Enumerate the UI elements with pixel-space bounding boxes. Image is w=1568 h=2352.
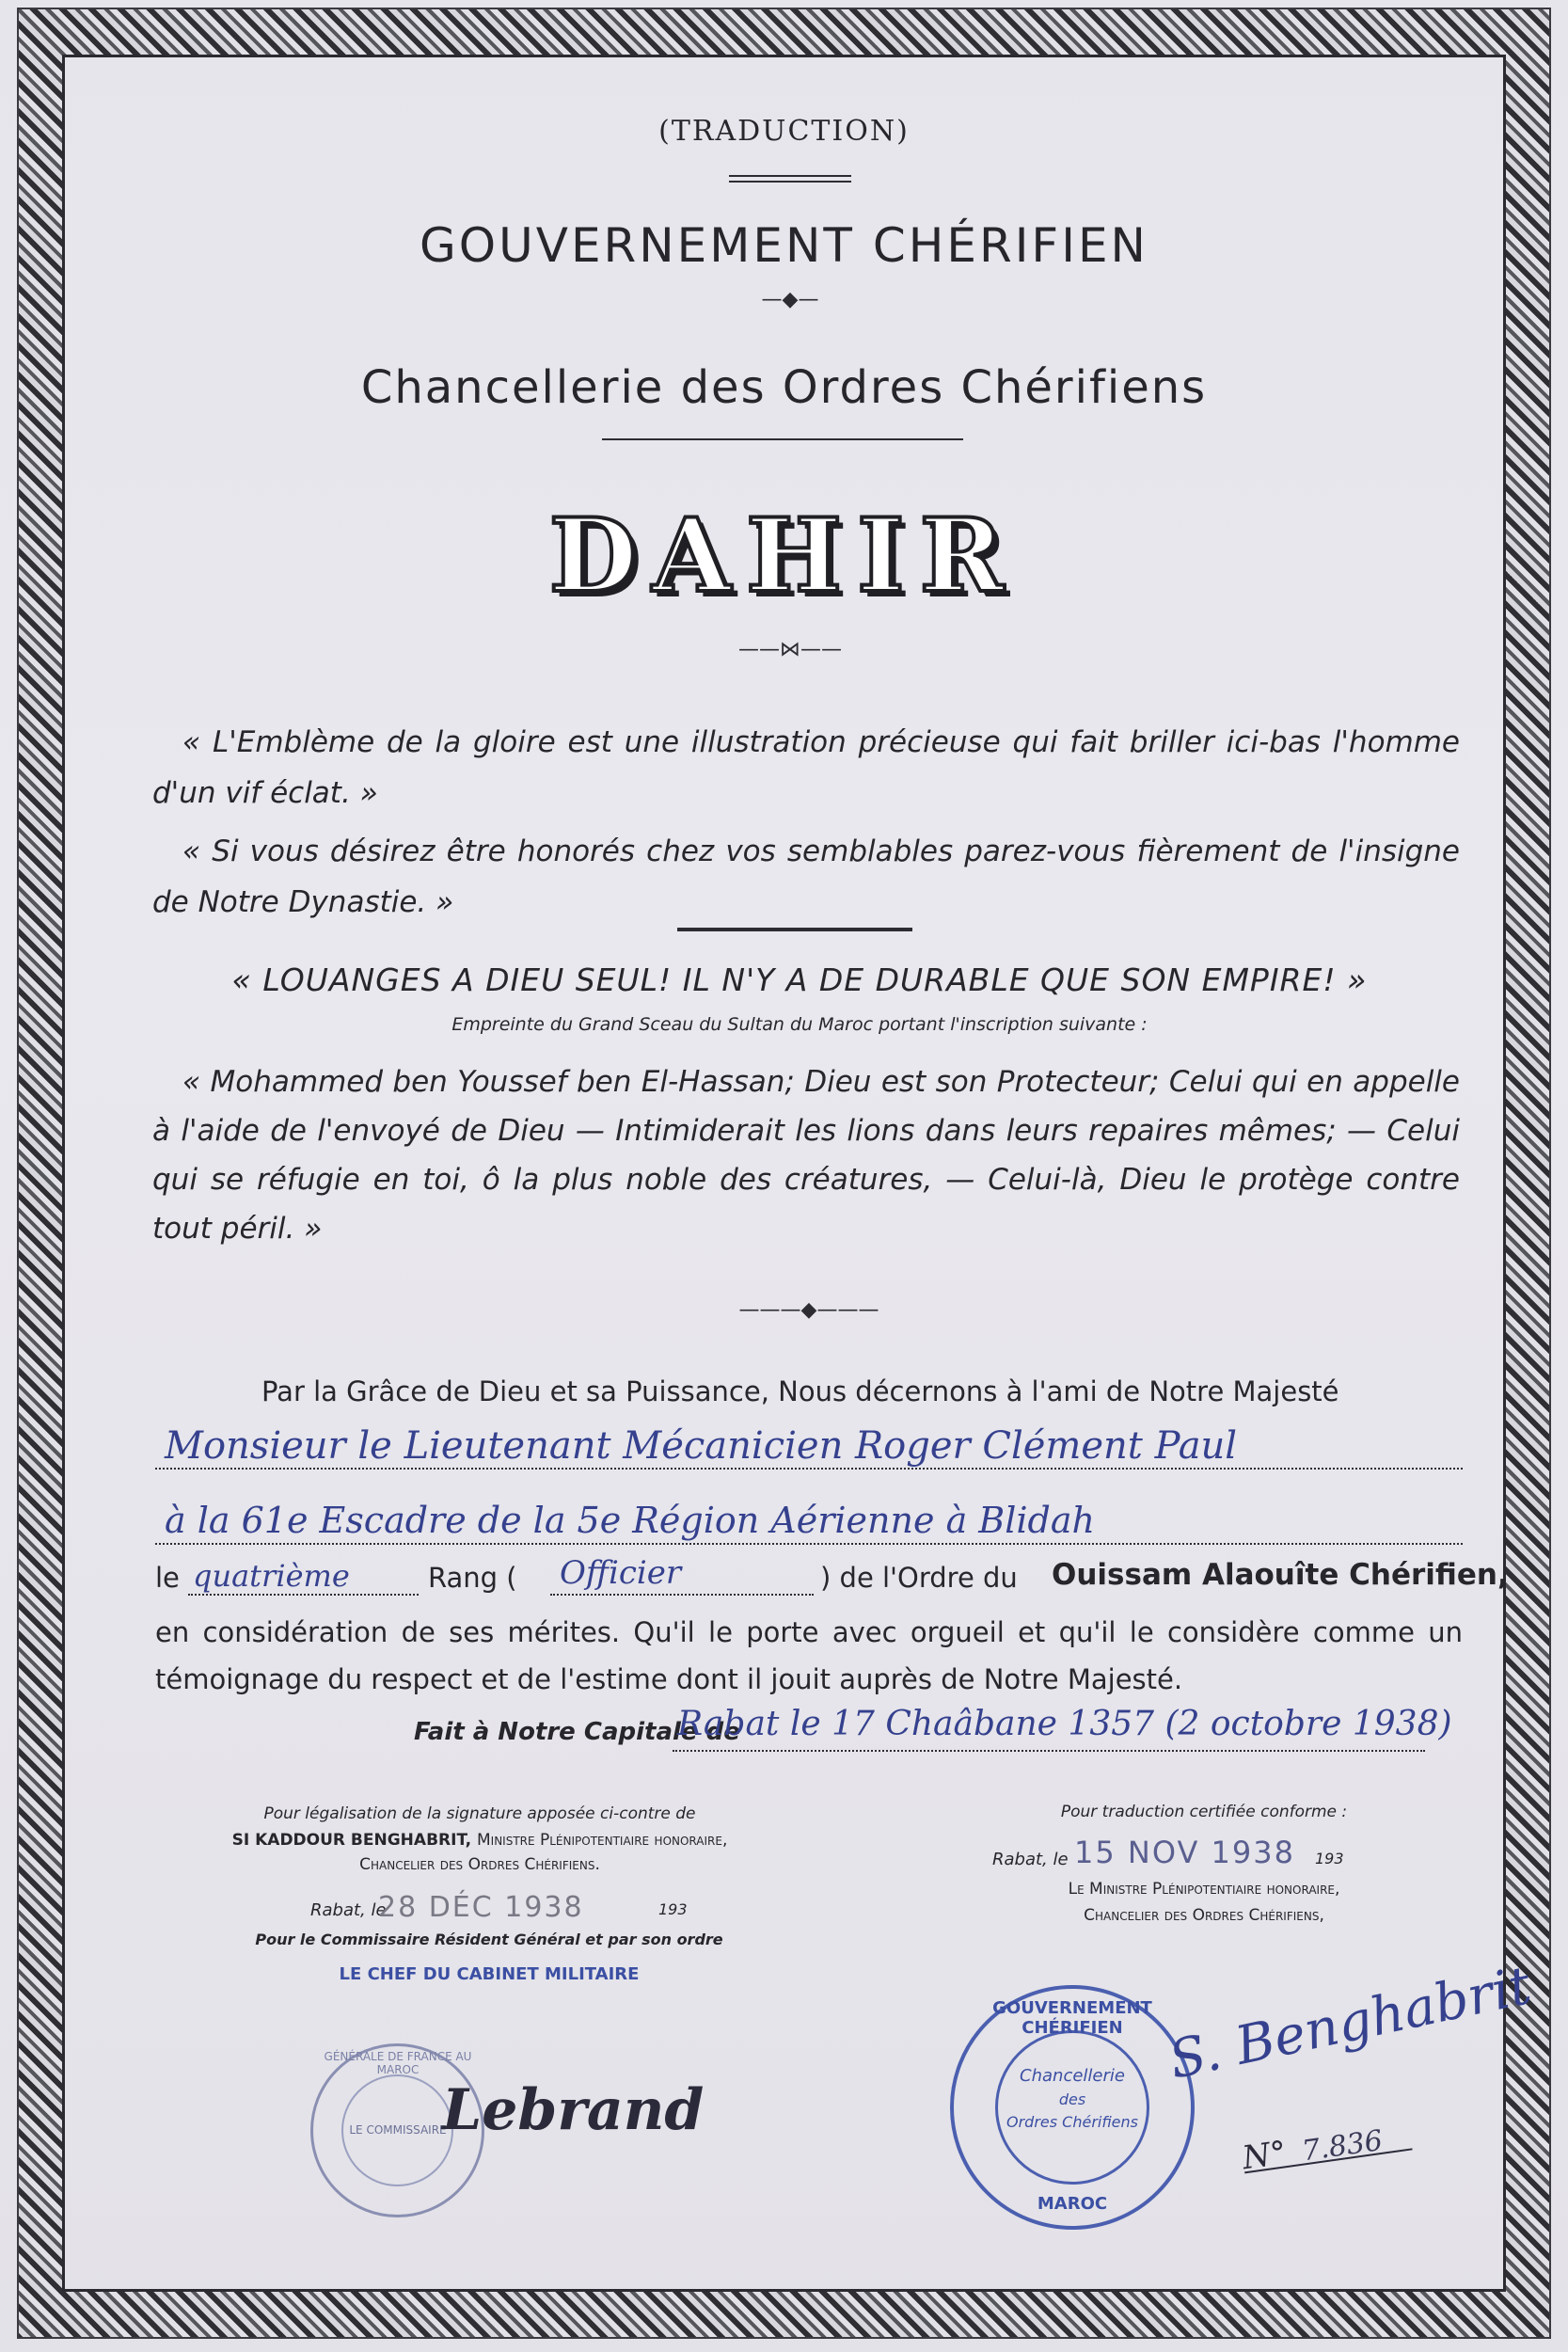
rank-ordinal-dots [188,1594,419,1596]
right-stamp-center-3: Ordres Chérifiens [1006,2113,1138,2131]
left-signature: Lebrand [442,2077,705,2143]
le-label: le [155,1562,180,1594]
certified-line: Pour traduction certifiée conforme : [1060,1803,1348,1821]
legaliser-title-2: Chancelier des Ordres Chérifiens. [359,1855,600,1874]
recipient-name-handwritten: Monsieur le Lieutenant Mécanicien Roger Clément Paul [165,1424,1238,1468]
divider-short-2 [729,181,851,183]
minister-title: Le Ministre Plénipotentiaire honoraire, [1068,1880,1340,1899]
military-chief-stamp: LE CHEF DU CABINET MILITAIRE [339,1964,640,1984]
right-place: Rabat, le [992,1850,1069,1869]
quote-emblem: « L'Emblème de la gloire est une illustration précieuse qui fait briller ici-bas l'homme d'un vif éclat. » [152,725,1460,810]
recipient-unit-handwritten: à la 61e Escadre de la 5e Région Aérienne à Blidah [165,1500,1095,1541]
quote-block [152,717,1460,928]
order-name: Ouissam Alaouîte Chérifien, [1052,1558,1509,1592]
recipient-line-2-dots [155,1543,1463,1545]
praise-line: « LOUANGES A DIEU SEUL! IL N'Y A DE DURABLE QUE SON EMPIRE! » [231,961,1368,998]
right-year-suffix: 193 [1315,1850,1344,1867]
rank-ordinal-handwritten: quatrième [193,1558,350,1594]
left-stamp-ring-text: GÉNÉRALE DE FRANCE AU MAROC [324,2050,472,2076]
rank-title-dots [550,1594,814,1596]
order-prefix: ) de l'Ordre du [820,1562,1018,1594]
right-signature: S. Benghabrit [1164,1955,1537,2091]
legalisation-line: Pour légalisation de la signature apposée ci-contre de [263,1804,696,1823]
left-stamp-center-text: LE COMMISSAIRE [349,2123,447,2137]
ornament-divider-1: —◆— [761,288,819,311]
right-stamp-ring-top: GOUVERNEMENT CHÉRIFIEN [992,1998,1152,2038]
commissioner-line: Pour le Commissaire Résident Général et par son ordre [255,1931,723,1948]
quote-dynasty: « Si vous désirez être honorés chez vos semblables parez-vous fièrement de l'insigne de Notre Dynastie. » [152,834,1460,919]
chancellery-title: Chancellerie des Ordres Chérifiens [360,361,1208,414]
right-official-stamp [950,1985,1195,2230]
seal-inscription: « Mohammed ben Youssef ben El-Hassan; Dieu est son Protecteur; Celui qui en appelle à l'aide de l'envoyé de Dieu — Intimiderait les lions dans leurs repaires mêmes; — Celui qui se réfugie en toi, ô la plus noble des créatures, — Celui-là, Dieu le protège contre tout péril. » [152,1065,1460,1246]
seal-intro: Empreinte du Grand Sceau du Sultan du Maroc portant l'inscription suivante : [451,1014,1148,1035]
left-year-suffix: 193 [658,1900,688,1918]
divider-quotes [677,928,912,931]
recipient-line-1-dots [155,1468,1463,1470]
right-stamp-center-2: des [1058,2090,1086,2108]
document-title: DAHIR [548,497,1020,615]
ornament-divider-2: ——⋈—— [738,638,842,661]
legaliser-name-row [141,1831,818,1850]
divider-short-1 [729,175,851,177]
register-number-label: N° [1240,2134,1290,2178]
left-date-stamp: 28 DÉC 1938 [378,1891,584,1924]
left-place: Rabat, le [310,1900,387,1920]
rang-label: Rang ( [428,1562,517,1594]
government-title: GOUVERNEMENT CHÉRIFIEN [420,218,1148,273]
register-number-value: 7.836 [1300,2123,1386,2169]
right-stamp-ring-bottom: MAROC [1037,2194,1108,2214]
chancellor-title: Chancelier des Ordres Chérifiens, [1084,1906,1324,1925]
divider-chancellery [602,438,963,440]
rank-title-handwritten: Officier [560,1554,682,1592]
right-date-stamp: 15 NOV 1938 [1074,1835,1295,1870]
ornament-divider-3: ———◆——— [738,1298,879,1322]
translation-label: (TRADUCTION) [658,115,910,148]
right-stamp-center-1: Chancellerie [1020,2066,1125,2086]
date-handwritten: Rabat le 17 Chaâbane 1357 (2 octobre 1938) [677,1705,1452,1743]
legaliser-name: SI KADDOUR BENGHABRIT, [231,1831,472,1850]
grant-line: Par la Grâce de Dieu et sa Puissance, Nous décernons à l'ami de Notre Majesté [261,1375,1339,1407]
legaliser-title-1: Ministre Plénipotentiaire honoraire, [477,1831,728,1850]
merit-text: en considération de ses mérites. Qu'il le porte avec orgueil et qu'il le considère comme un témoignage du respect et de l'estime dont il jouit auprès de Notre Majesté. [155,1616,1463,1695]
done-at-label: Fait à Notre Capitale de [414,1718,740,1746]
date-dots [673,1750,1425,1752]
